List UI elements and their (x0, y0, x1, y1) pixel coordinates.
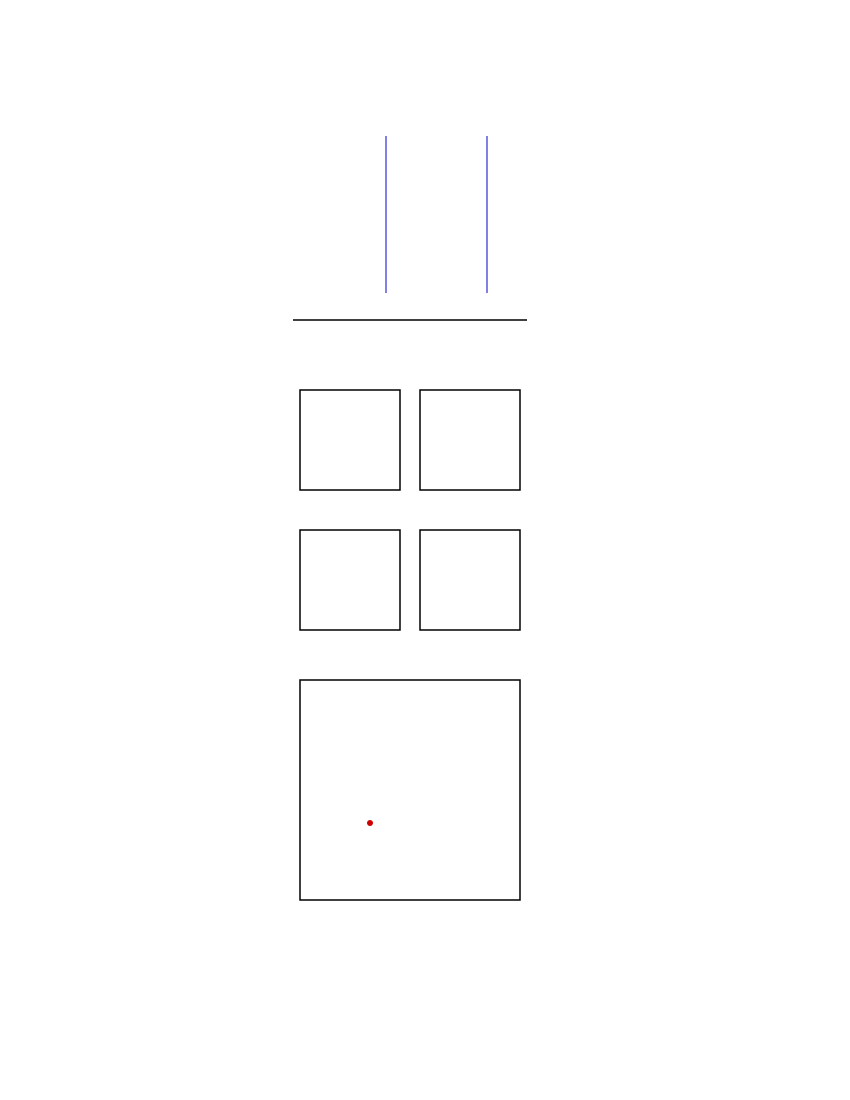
particle-motion-panel (300, 530, 520, 630)
particle-motion-box-corrected (420, 530, 520, 630)
energy-grid-frame (300, 680, 520, 900)
waveform-box-original (300, 390, 400, 490)
best-fit-marker (367, 820, 373, 826)
waveform-comparison-panel (300, 390, 520, 490)
seismogram-panel (293, 136, 527, 320)
particle-motion-box-original (300, 530, 400, 630)
waveform-box-corrected (420, 390, 520, 490)
